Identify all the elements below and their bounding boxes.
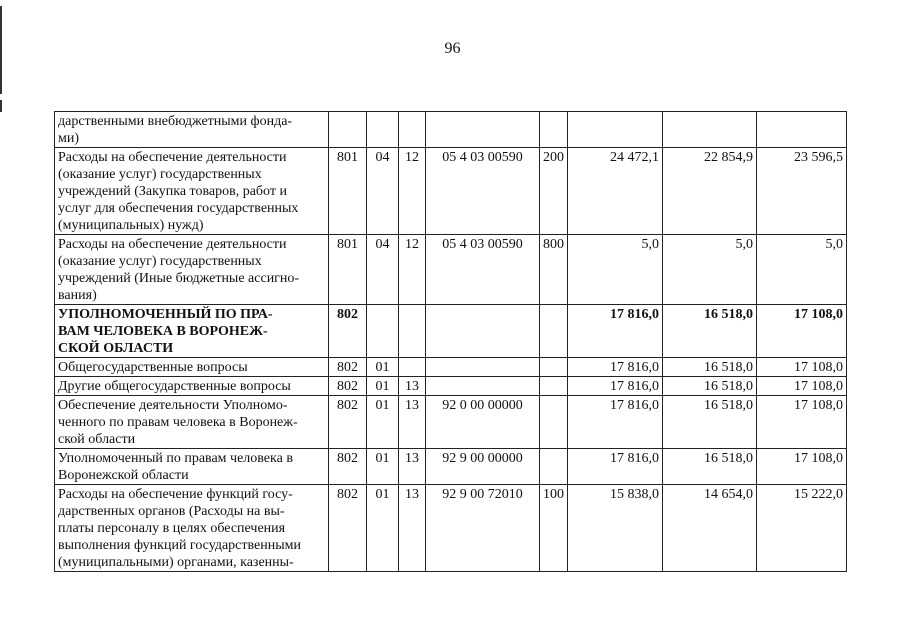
- cell-section-code: 01: [367, 449, 399, 485]
- cell-target-article: 05 4 03 00590: [426, 235, 540, 305]
- cell-target-article: [426, 305, 540, 358]
- table-row: [55, 112, 847, 148]
- cell-amount-year-3: 17 108,0: [757, 449, 847, 485]
- cell-expense-name: Другие общегосударственные вопросы: [55, 377, 329, 396]
- cell-amount-year-3: 15 222,0: [757, 485, 847, 572]
- cell-expense-type: 100: [540, 485, 568, 572]
- cell-expense-type: 200: [540, 148, 568, 235]
- cell-amount-year-1: 17 816,0: [568, 305, 663, 358]
- cell-amount-year-2: [663, 112, 757, 148]
- cell-department-code: 802: [329, 449, 367, 485]
- cell-department-code: 802: [329, 485, 367, 572]
- cell-amount-year-2: 16 518,0: [663, 358, 757, 377]
- cell-amount-year-2: 5,0: [663, 235, 757, 305]
- cell-amount-year-1: 17 816,0: [568, 449, 663, 485]
- cell-target-article: [426, 377, 540, 396]
- cell-target-article: 05 4 03 00590: [426, 148, 540, 235]
- table-row: [55, 235, 847, 305]
- table-row: [55, 396, 847, 449]
- cell-section-code: 04: [367, 148, 399, 235]
- cell-amount-year-3: 17 108,0: [757, 305, 847, 358]
- cell-expense-name: УПОЛНОМОЧЕННЫЙ ПО ПРА- ВАМ ЧЕЛОВЕКА В ВОРОНЕЖ- СКОЙ ОБЛАСТИ: [55, 305, 329, 358]
- cell-amount-year-2: 16 518,0: [663, 449, 757, 485]
- cell-expense-name: Обеспечение деятельности Уполномо- ченного по правам человека в Воронеж- ской области: [55, 396, 329, 449]
- cell-expense-type: [540, 396, 568, 449]
- cell-subsection-code: 12: [399, 148, 426, 235]
- cell-department-code: 802: [329, 377, 367, 396]
- table-row: [55, 449, 847, 485]
- cell-subsection-code: [399, 358, 426, 377]
- table-body: [55, 112, 847, 572]
- cell-amount-year-1: 17 816,0: [568, 396, 663, 449]
- cell-section-code: 01: [367, 485, 399, 572]
- cell-section-code: 01: [367, 396, 399, 449]
- cell-expense-type: [540, 112, 568, 148]
- cell-target-article: 92 9 00 72010: [426, 485, 540, 572]
- cell-department-code: 801: [329, 235, 367, 305]
- cell-amount-year-2: 16 518,0: [663, 305, 757, 358]
- cell-amount-year-2: 14 654,0: [663, 485, 757, 572]
- cell-department-code: 802: [329, 396, 367, 449]
- cell-amount-year-3: 23 596,5: [757, 148, 847, 235]
- cell-subsection-code: 13: [399, 485, 426, 572]
- cell-amount-year-3: 17 108,0: [757, 377, 847, 396]
- table-row: [55, 485, 847, 572]
- cell-section-code: 04: [367, 235, 399, 305]
- cell-section-code: [367, 305, 399, 358]
- cell-subsection-code: 12: [399, 235, 426, 305]
- table-row: [55, 358, 847, 377]
- cell-amount-year-1: 17 816,0: [568, 377, 663, 396]
- cell-amount-year-1: 15 838,0: [568, 485, 663, 572]
- cell-amount-year-1: 24 472,1: [568, 148, 663, 235]
- cell-amount-year-1: [568, 112, 663, 148]
- table-row: [55, 305, 847, 358]
- cell-expense-name: дарственными внебюджетными фонда- ми): [55, 112, 329, 148]
- cell-section-code: [367, 112, 399, 148]
- cell-section-code: 01: [367, 377, 399, 396]
- cell-expense-type: [540, 377, 568, 396]
- cell-amount-year-3: 17 108,0: [757, 358, 847, 377]
- cell-expense-type: [540, 449, 568, 485]
- cell-subsection-code: [399, 305, 426, 358]
- cell-target-article: [426, 112, 540, 148]
- cell-expense-name: Уполномоченный по правам человека в Воронежской области: [55, 449, 329, 485]
- scan-margin-mark: [0, 100, 2, 112]
- cell-subsection-code: [399, 112, 426, 148]
- cell-department-code: [329, 112, 367, 148]
- page-number: 96: [444, 40, 461, 57]
- cell-expense-name: Расходы на обеспечение деятельности (оказание услуг) государственных учреждений (Иные бюджетные ассигно- вания): [55, 235, 329, 305]
- cell-amount-year-2: 16 518,0: [663, 396, 757, 449]
- cell-amount-year-2: 22 854,9: [663, 148, 757, 235]
- table-row: [55, 148, 847, 235]
- cell-expense-type: [540, 358, 568, 377]
- cell-subsection-code: 13: [399, 396, 426, 449]
- cell-amount-year-1: 17 816,0: [568, 358, 663, 377]
- cell-amount-year-2: 16 518,0: [663, 377, 757, 396]
- cell-amount-year-3: [757, 112, 847, 148]
- cell-expense-name: Расходы на обеспечение деятельности (оказание услуг) государственных учреждений (Закупка товаров, работ и услуг для обеспечения государственных (муниципальных) нужд): [55, 148, 329, 235]
- cell-target-article: 92 0 00 00000: [426, 396, 540, 449]
- cell-target-article: [426, 358, 540, 377]
- cell-amount-year-3: 17 108,0: [757, 396, 847, 449]
- cell-subsection-code: 13: [399, 449, 426, 485]
- table-row: [55, 377, 847, 396]
- cell-department-code: 801: [329, 148, 367, 235]
- cell-amount-year-3: 5,0: [757, 235, 847, 305]
- cell-amount-year-1: 5,0: [568, 235, 663, 305]
- cell-department-code: 802: [329, 358, 367, 377]
- cell-subsection-code: 13: [399, 377, 426, 396]
- cell-target-article: 92 9 00 00000: [426, 449, 540, 485]
- scan-margin-mark: [0, 6, 2, 94]
- cell-expense-type: 800: [540, 235, 568, 305]
- cell-expense-type: [540, 305, 568, 358]
- cell-expense-name: Общегосударственные вопросы: [55, 358, 329, 377]
- cell-expense-name: Расходы на обеспечение функций госу- дарственных органов (Расходы на вы- платы персоналу в целях обеспечения выполнения функций государственными (муниципальными) органами, казенны-: [55, 485, 329, 572]
- budget-table: [54, 111, 847, 572]
- cell-section-code: 01: [367, 358, 399, 377]
- cell-department-code: 802: [329, 305, 367, 358]
